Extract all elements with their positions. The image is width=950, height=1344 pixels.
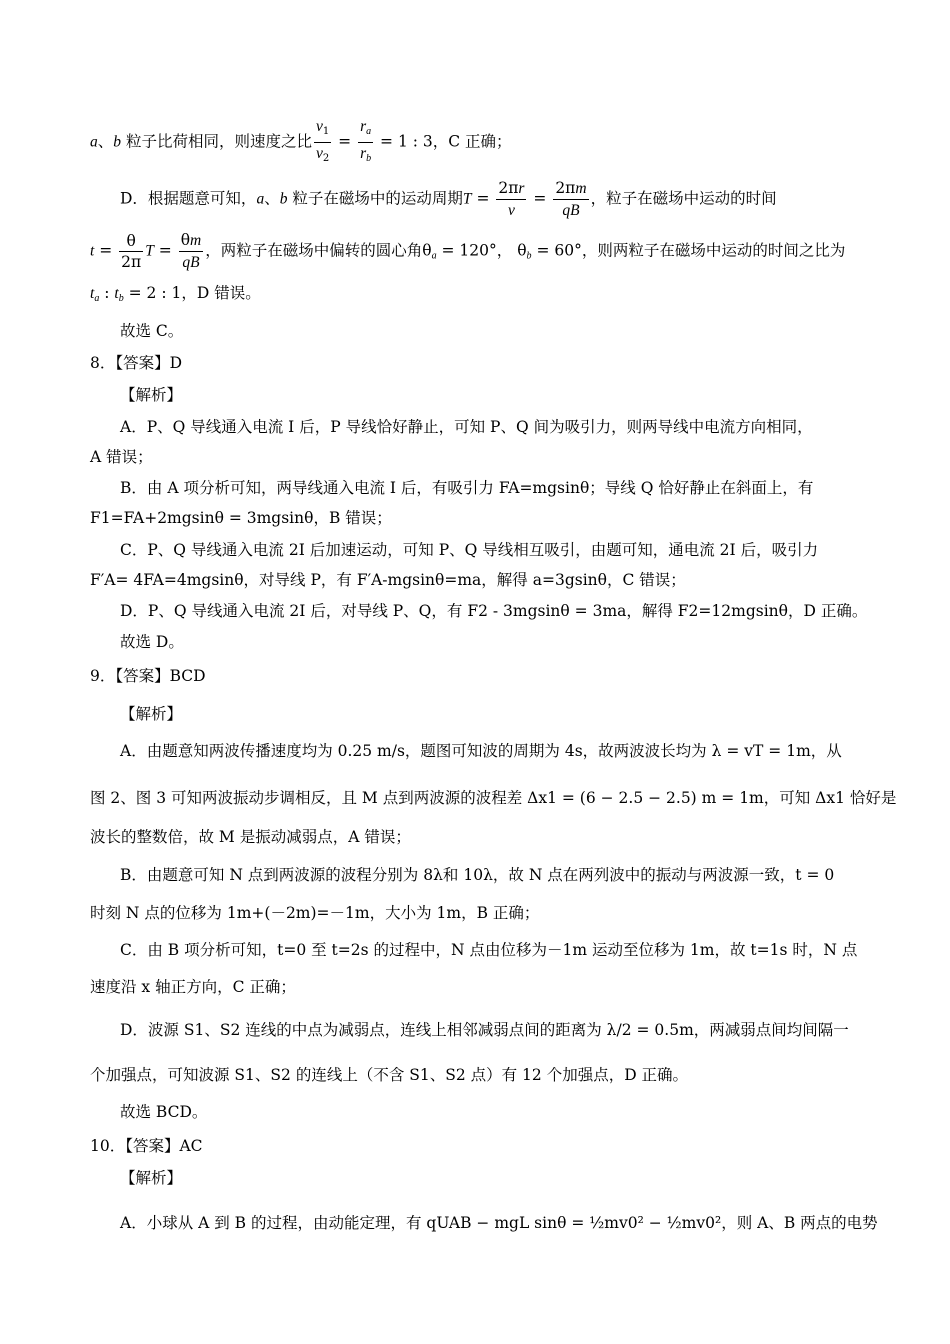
fraction-thetam-qb: $\frac{\theta m}{qB}$ xyxy=(180,231,202,271)
q9-option-c-line1: C．由 B 项分析可知，t=0 至 t=2s 的过程中，N 点由位移为－1m 运动至位移为 1m，故 t=1s 时，N 点 xyxy=(120,941,858,959)
q8-conclusion: 故选 D。 xyxy=(120,633,184,651)
q8-option-b-line2: F1=FA+2mgsinθ = 3mgsinθ，B 错误； xyxy=(90,509,392,527)
q9-option-b-line1: B．由题意可知 N 点到两波源的波程分别为 8λ和 10λ，故 N 点在两列波中的振动与两波源一致，t = 0 xyxy=(120,866,835,884)
fraction-v1-v2: $\frac{v_1}{v_2}$ xyxy=(315,118,330,164)
q8-option-d: D．P、Q 导线通入电流 2I 后，对导线 P、Q，有 F2 - 3mgsinθ = 3ma，解得 F2=12mgsinθ，D 正确。 xyxy=(120,602,868,620)
fraction-2pir-v: $\frac{2\pi r}{v}$ xyxy=(498,179,525,219)
q8-analysis-label: 【解析】 xyxy=(120,386,183,404)
fraction-2pim-qb: $\frac{2\pi m}{qB}$ xyxy=(555,179,587,219)
q8-option-a-line1: A．P、Q 导线通入电流 I 后，P 导线恰好静止，可知 P、Q 间为吸引力，则两导线中电流方向相同， xyxy=(120,418,813,436)
q8-answer-heading: 8．【答案】D xyxy=(90,354,183,372)
q10-option-a-line1: A．小球从 A 到 B 的过程，由动能定理，有 qUAB − mgL sinθ = ½mv0² − ½mv0²，则 A、B 两点的电势 xyxy=(120,1214,878,1232)
paragraph-d-time: t = $\frac{\theta}{2\pi}$ T = $\frac{\theta m}{qB}$ ，两粒子在磁场中偏转的圆心角$\theta_a = 120^\circ$， $\theta_b = 60^\circ$，则两粒子在磁场中运动的时间之比为 xyxy=(90,231,846,271)
q7-conclusion: 故选 C。 xyxy=(120,322,184,340)
q9-option-d-line1: D．波源 S1、S2 连线的中点为减弱点，连线上相邻减弱点间的距离为 λ/2 = 0.5m，两减弱点间均间隔一 xyxy=(120,1021,849,1039)
q9-option-c-line2: 速度沿 x 轴正方向，C 正确； xyxy=(90,978,296,996)
fraction-ra-rb: $\frac{r_a}{r_b}$ xyxy=(360,118,372,164)
q9-option-a-line3: 波长的整数倍，故 M 是振动减弱点，A 错误； xyxy=(90,828,411,846)
paragraph-d-ratio: $t_a$ : $t_b = 2$ : 1，D 错误。 xyxy=(90,284,261,304)
q10-analysis-label: 【解析】 xyxy=(120,1169,183,1187)
fraction-theta-2pi: $\frac{\theta}{2\pi}$ xyxy=(121,232,142,271)
paragraph-d-period: D．根据题意可知，a、b 粒子在磁场中的运动周期T = $\frac{2\pi r}{v}$ = $\frac{2\pi m}{qB}$ ，粒子在磁场中运动的时间 xyxy=(120,179,777,219)
q8-option-b-line1: B．由 A 项分析可知，两导线通入电流 I 后，有吸引力 FA=mgsinθ；导线 Q 恰好静止在斜面上，有 xyxy=(120,479,814,497)
q9-answer-heading: 9．【答案】BCD xyxy=(90,667,206,685)
q9-conclusion: 故选 BCD。 xyxy=(120,1103,208,1121)
q8-option-c-line2: F′A= 4FA=4mgsinθ，对导线 P，有 F′A-mgsinθ=ma，解得 a=3gsinθ，C 错误； xyxy=(90,571,686,589)
q9-option-b-line2: 时刻 N 点的位移为 1m+(－2m)=－1m，大小为 1m，B 正确； xyxy=(90,904,540,922)
paragraph-velocity-ratio: a、b 粒子比荷相同，则速度之比 $\frac{v_1}{v_2}$ = $\frac{r_a}{r_b}$ = 1 : 3，C 正确； xyxy=(90,116,512,169)
q8-option-a-line2: A 错误； xyxy=(90,448,153,466)
q9-option-d-line2: 个加强点，可知波源 S1、S2 的连线上（不含 S1、S2 点）有 12 个加强点，D 正确。 xyxy=(90,1066,689,1084)
q9-analysis-label: 【解析】 xyxy=(120,705,183,723)
q8-option-c-line1: C．P、Q 导线通入电流 2I 后加速运动，可知 P、Q 导线相互吸引，由题可知，通电流 2I 后，吸引力 xyxy=(120,541,819,559)
q9-option-a-line2: 图 2、图 3 可知两波振动步调相反，且 M 点到两波源的波程差 Δx1 = (6 − 2.5 − 2.5) m = 1m，可知 Δx1 恰好是 xyxy=(90,789,897,807)
q9-option-a-line1: A．由题意知两波传播速度均为 0.25 m/s，题图可知波的周期为 4s，故两波波长均为 λ = vT = 1m，从 xyxy=(120,742,842,760)
q10-answer-heading: 10．【答案】AC xyxy=(90,1137,203,1155)
